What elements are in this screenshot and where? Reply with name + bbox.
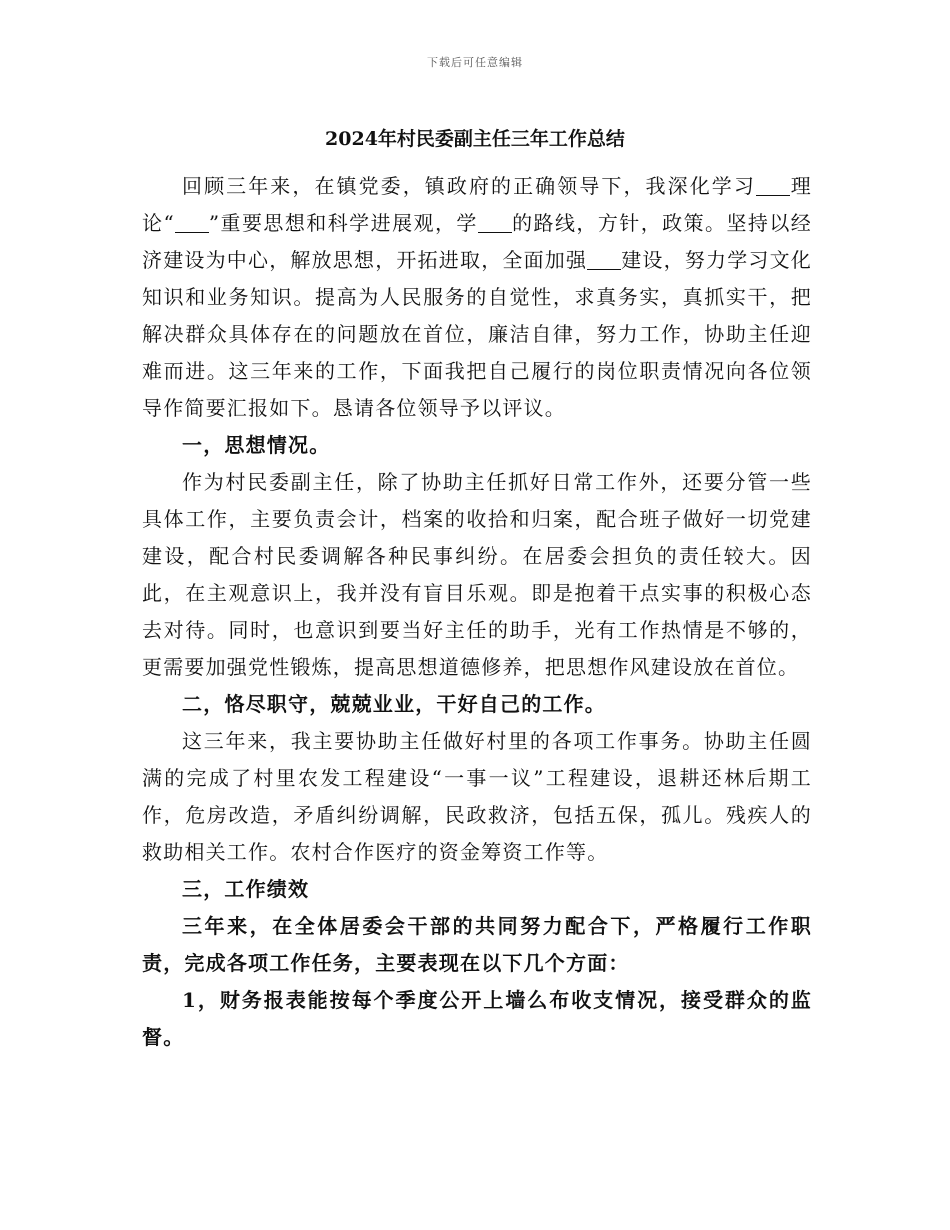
intro-paragraph — [142, 168, 812, 427]
section-3-heading: 三，工作绩效 — [182, 877, 310, 901]
header-note: 下载后可任意编辑 — [427, 56, 523, 69]
section-2-heading: 二，恪尽职守，兢兢业业，干好自己的工作。 — [182, 692, 606, 716]
intro-text-5: 建设，努力学习文化知识和业务知识。提高为人民服务的自觉性，求真务实，真抓实干，把解决群众具体存在的问题放在首位，廉洁自律，努力工作，协助主任迎难而进。这三年来的工作，下面我把自己履行的岗位职责情况向各位领导作简要汇报如下。恳请各位领导予以评议。 — [142, 248, 813, 420]
section-1-heading: 一，思想情况。 — [182, 433, 331, 457]
section-1-body: 作为村民委副主任，除了协助主任抓好日常工作外，还要分管一些具体工作，主要负责会计，档案的收拾和归案，配合班子做好一切党建建设，配合村民委调解各种民事纠纷。在居委会担负的责任较大。因此，在主观意识上，我并没有盲目乐观。即是抱着干点实事的积极心态去对待。同时，也意识到要当好主任的助手，光有工作热情是不够的，更需要加强党性锻炼，提高思想道德修养，把思想作风建设放在首位。 — [142, 470, 812, 679]
intro-text-3: ”重要思想和科学进展观，学 — [208, 211, 478, 235]
section-3-body: 三年来，在全体居委会干部的共同努力配合下，严格履行工作职责，完成各项工作任务，主要表现在以下几个方面： — [142, 914, 812, 975]
section-2-body: 这三年来，我主要协助主任做好村里的各项工作事务。协助主任圆满的完成了村里农发工程建设“一事一议”工程建设，退耕还林后期工作，危房改造，矛盾纠纷调解，民政救济，包括五保，孤儿。残疾人的救助相关工作。农村合作医疗的资金筹资工作等。 — [142, 729, 812, 864]
blank-line — [478, 212, 512, 233]
intro-text-4: 的路线，方针，政策。坚持以经济建设为中心，解放思想，开拓进取，全面加强 — [142, 211, 812, 272]
blank-line — [756, 175, 790, 196]
intro-text-2: 理论“ — [142, 174, 812, 235]
blank-line — [587, 249, 621, 270]
document-body — [142, 168, 812, 1056]
document-title: 2024年村民委副主任三年工作总结 — [325, 128, 625, 150]
section-3-item-1: 1，财务报表能按每个季度公开上墙么布收支情况，接受群众的监督。 — [142, 988, 812, 1049]
blank-line — [175, 212, 209, 233]
intro-text-1: 回顾三年来，在镇党委，镇政府的正确领导下，我深化学习 — [182, 174, 756, 198]
